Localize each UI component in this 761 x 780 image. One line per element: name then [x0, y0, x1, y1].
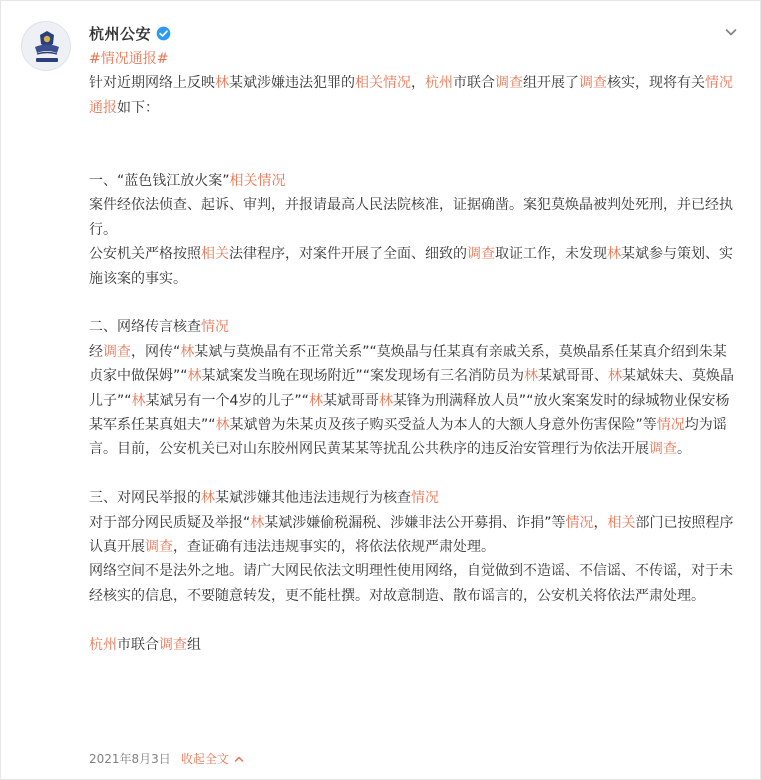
chevron-up-icon	[233, 753, 245, 765]
section-2-title: 二、网络传言核查情况	[89, 319, 229, 336]
section-3-paragraph-2: 网络空间不是法外之地。请广大网民依法文明理性使用网络，自觉做到不造谣、不信谣、不传谣，对于未经核实的信息，不要随意转发，更不能杜撰。对故意制造、散布谣言的，公安机关将依法严肃处理。	[89, 563, 733, 604]
collapse-text-button[interactable]	[181, 750, 245, 767]
post-date: 2021年8月3日	[89, 752, 171, 766]
section-1-paragraph-1: 案件经依法侦查、起诉、审判，并报请最高人民法院核准，证据确凿。案犯莫焕晶被判处死刑，并已经执行。	[89, 197, 733, 238]
author-avatar[interactable]	[21, 21, 71, 71]
section-2-paragraph-1: 经调查，网传“林某斌与莫焕晶有不正常关系”“莫焕晶与任某真有亲戚关系，莫焕晶系任某真介绍到朱某贞家中做保姆”“林某斌案发当晚在现场附近”“案发现场有三名消防员为林某斌哥哥、林某斌妹夫、莫焕晶儿子”“林某斌另有一个4岁的儿子”“林某斌哥哥林某锋为刑满释放人员”“放火案案发时的绿城物业保安杨某军系任某真姐夫”“林某斌曾为朱某贞及孩子购买受益人为本人的大额人身意外伤害保险”等情况均为谣言。目前，公安机关已对山东胶州网民黄某某等扰乱公共秩序的违反治安管理行为依法开展调查。	[89, 343, 735, 458]
section-3-title: 三、对网民举报的林某斌涉嫌其他违法违规行为核查情况	[89, 490, 439, 507]
post-body	[89, 47, 739, 657]
author-name[interactable]: 杭州公安	[89, 24, 152, 43]
verified-badge-icon	[156, 26, 171, 41]
post-header	[89, 23, 171, 43]
police-badge-icon	[22, 22, 71, 71]
signature: 杭州市联合调查组	[89, 636, 201, 653]
section-3-paragraph-1: 对于部分网民质疑及举报“林某斌涉嫌偷税漏税、涉嫌非法公开募捐、诈捐”等情况，相关部门已按照程序认真开展调查，查证确有违法违规事实的，将依法依规严肃处理。	[89, 514, 734, 556]
intro-paragraph: 针对近期网络上反映林某斌涉嫌违法犯罪的相关情况，杭州市联合调查组开展了调查核实，现将有关情况通报如下：	[89, 75, 733, 116]
post-footer	[89, 750, 245, 767]
section-1-paragraph-2: 公安机关严格按照相关法律程序，对案件开展了全面、细致的调查取证工作，未发现林某斌参与策划、实施该案的事实。	[89, 246, 733, 287]
collapse-label: 收起全文	[180, 752, 229, 766]
more-options-button[interactable]	[720, 21, 742, 43]
chevron-down-icon	[724, 25, 738, 39]
hashtag-link[interactable]: #情况通报#	[89, 51, 169, 67]
section-1-title: 一、“蓝色钱江放火案”相关情况	[89, 173, 286, 189]
